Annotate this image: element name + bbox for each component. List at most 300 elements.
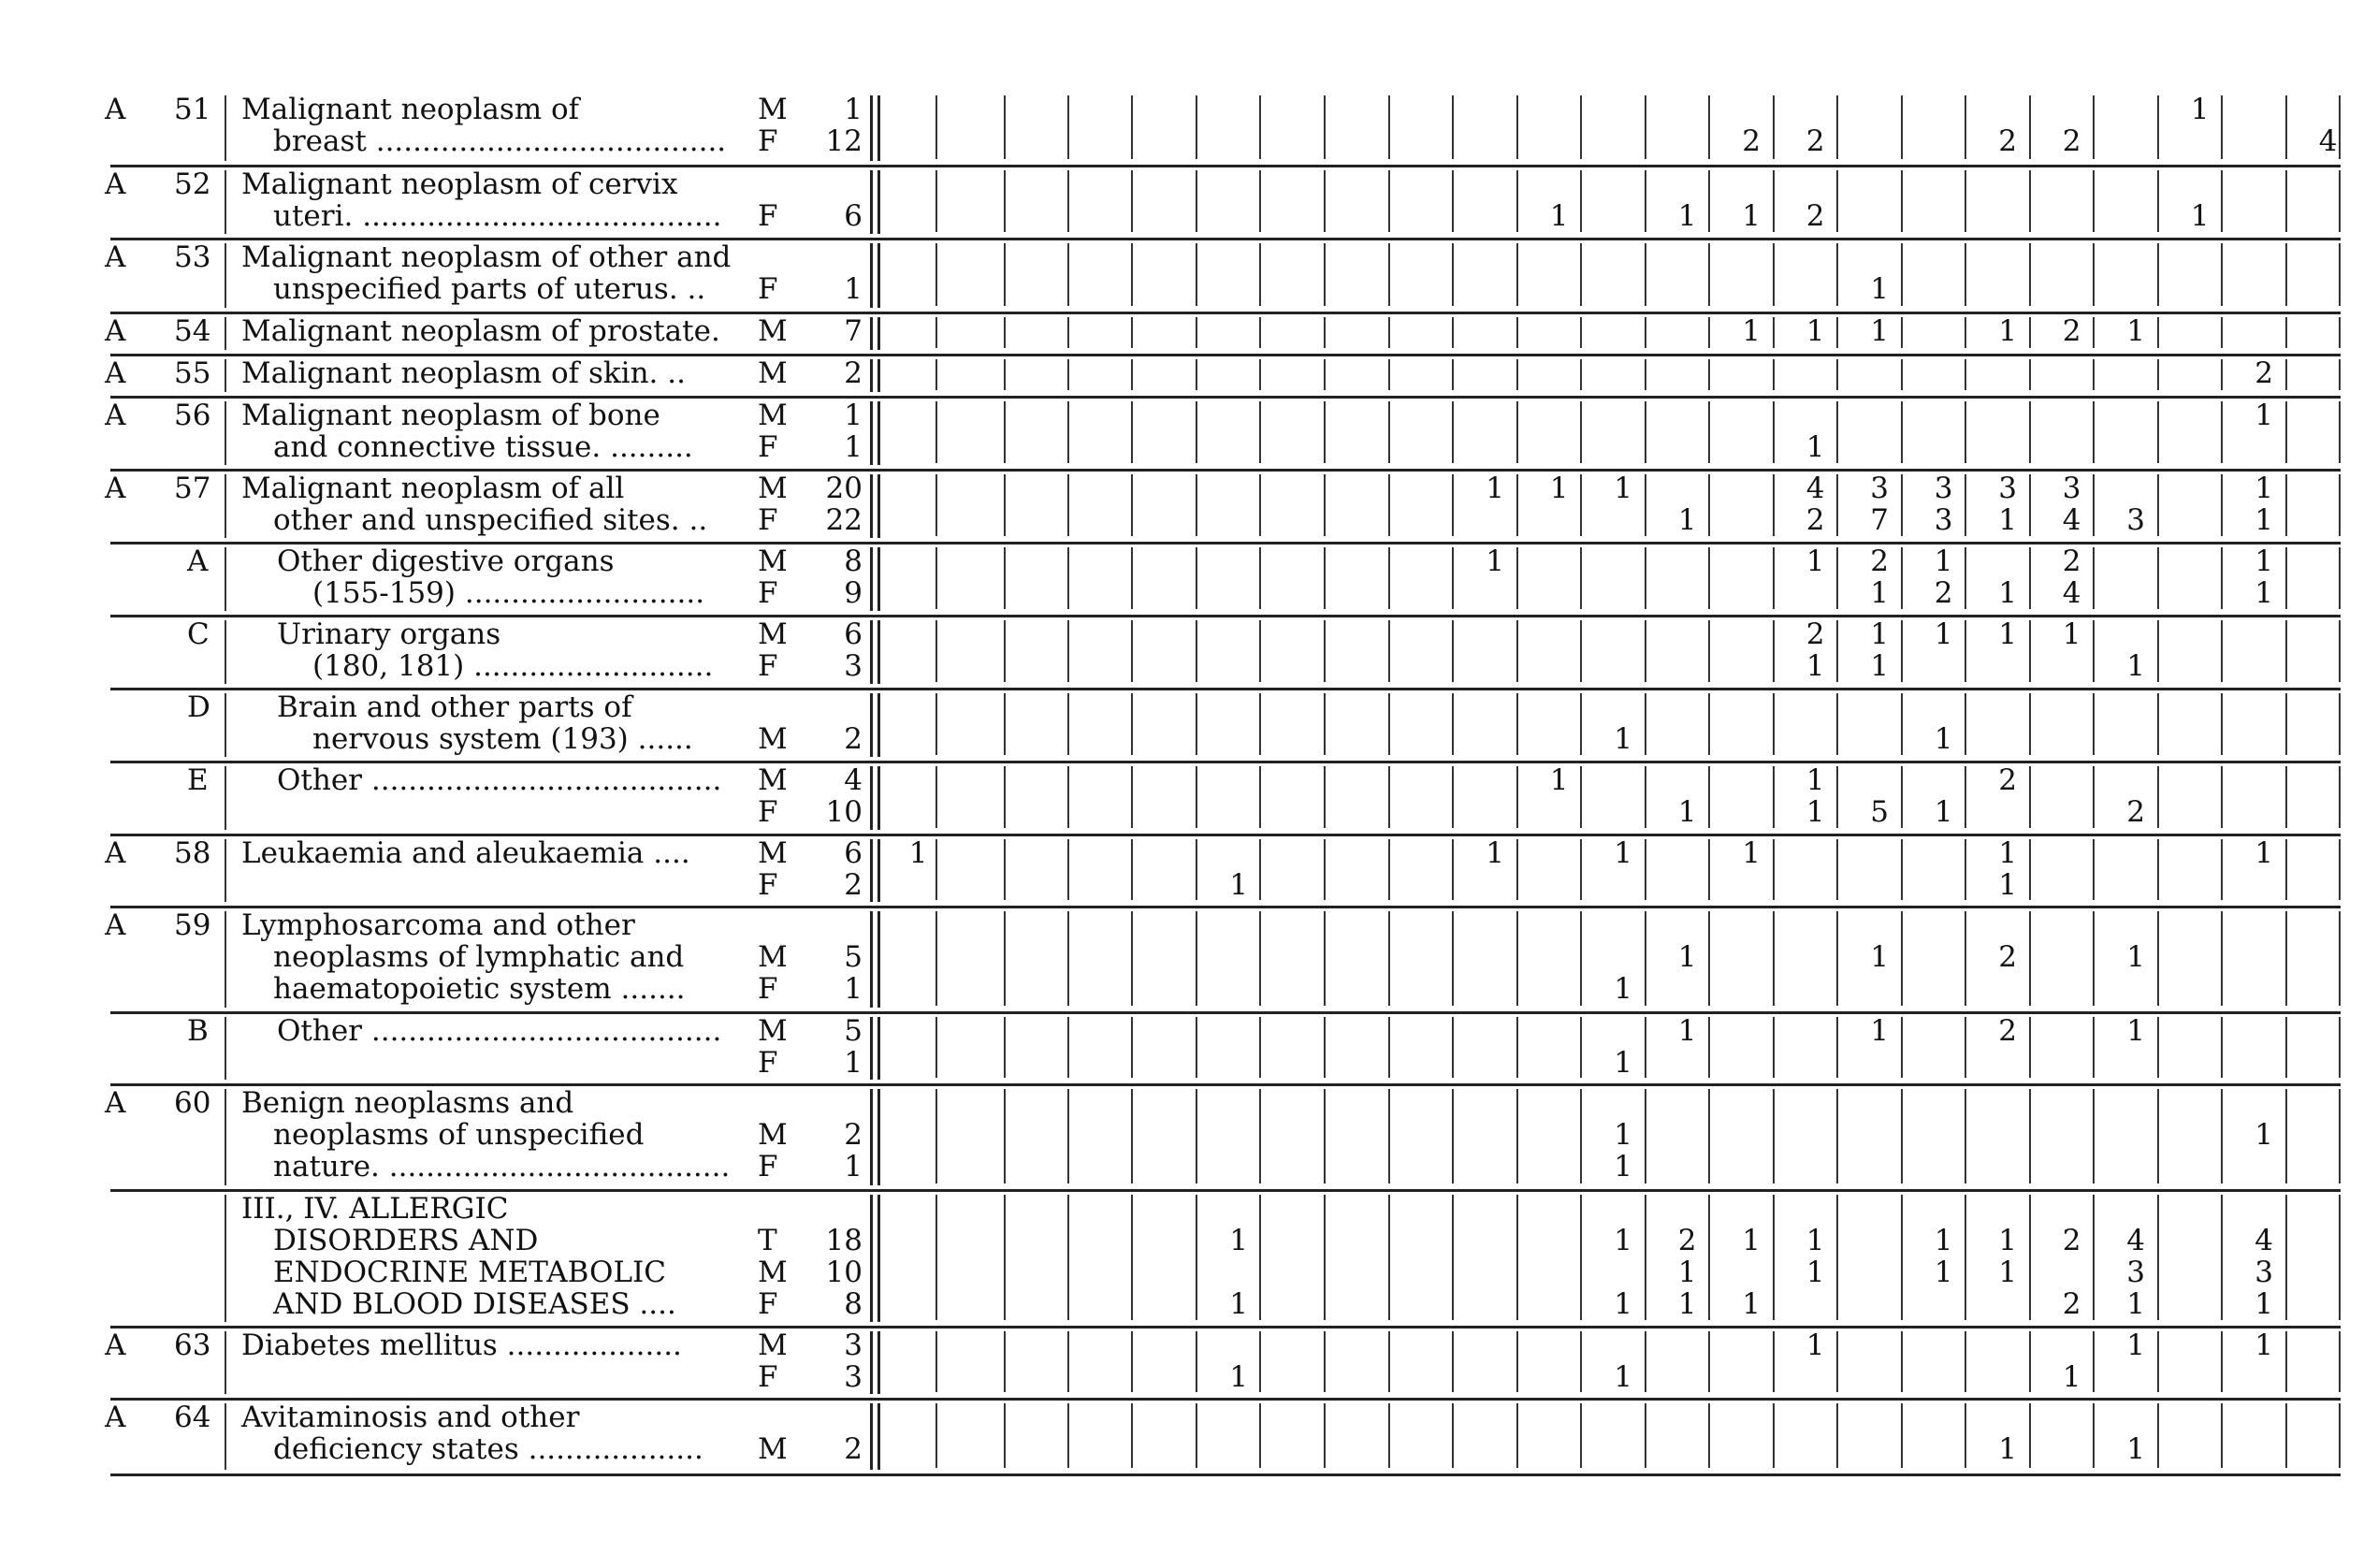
column-divider (1965, 317, 1966, 348)
totals-divider (877, 1195, 880, 1322)
cause-description: Other digestive organs (277, 544, 615, 578)
age-group-count: 2 (2062, 314, 2081, 348)
column-divider (1259, 170, 1261, 232)
column-divider (1004, 911, 1006, 1006)
total-count: 1 (844, 93, 863, 126)
column-divider (1965, 547, 1966, 609)
column-divider (1131, 1089, 1133, 1183)
column-divider (1901, 693, 1903, 755)
column-divider (1196, 474, 1197, 536)
column-divider (1324, 95, 1326, 159)
column-divider (1773, 401, 1775, 463)
column-divider (1388, 620, 1390, 682)
column-divider (1773, 474, 1775, 536)
column-divider (2221, 95, 2223, 159)
column-divider (1388, 1403, 1390, 1468)
column-divider (1773, 243, 1775, 306)
cause-description: uteri. ....................................... (273, 199, 722, 233)
sex-label: T (758, 1224, 777, 1257)
column-divider (1580, 474, 1582, 536)
column-divider (1836, 401, 1838, 463)
column-divider (2029, 401, 2031, 463)
column-divider (2157, 359, 2159, 390)
total-count: 22 (825, 503, 863, 537)
column-divider (1516, 1089, 1518, 1183)
totals-divider (877, 547, 880, 611)
column-divider (1645, 243, 1646, 306)
age-group-count: 2 (1998, 1014, 2017, 1048)
age-group-count: 1 (2255, 544, 2273, 578)
age-group-count: 1 (1742, 1287, 1761, 1321)
column-divider (1131, 317, 1133, 348)
age-group-count: 1 (1934, 1224, 1953, 1257)
column-divider (1901, 1331, 1903, 1392)
age-group-count: 3 (1870, 472, 1889, 505)
column-divider (1131, 1403, 1133, 1468)
totals-divider (877, 1017, 880, 1080)
age-group-count: 1 (1549, 763, 1569, 797)
column-divider (935, 693, 937, 755)
column-divider (2339, 95, 2341, 159)
column-divider (1196, 911, 1197, 1006)
description-divider (225, 911, 226, 1008)
age-group-count: 1 (1549, 472, 1569, 505)
column-divider (1324, 243, 1326, 306)
sex-label: F (758, 972, 778, 1006)
age-group-count: 1 (2255, 836, 2273, 870)
column-divider (1259, 1195, 1261, 1320)
column-divider (1324, 359, 1326, 390)
column-divider (1131, 1017, 1133, 1078)
cause-description: Malignant neoplasm of (241, 93, 580, 126)
age-group-count: 1 (2255, 576, 2273, 610)
age-group-count: 1 (2190, 93, 2210, 126)
age-group-count: 1 (1998, 1256, 2017, 1289)
column-divider (2093, 170, 2095, 232)
column-divider (2029, 359, 2031, 390)
column-divider (1580, 839, 1582, 900)
column-divider (1388, 911, 1390, 1006)
column-divider (1901, 766, 1903, 828)
column-divider (1196, 401, 1197, 463)
description-divider (225, 359, 226, 392)
column-divider (1131, 620, 1133, 682)
totals-divider (870, 317, 873, 350)
column-divider (1965, 1195, 1966, 1320)
age-group-count: 2 (1805, 503, 1825, 537)
age-group-count: 2 (1998, 940, 2017, 974)
age-group-count: 1 (1742, 199, 1761, 233)
cause-description: neoplasms of lymphatic and (273, 940, 685, 974)
column-divider (1259, 401, 1261, 463)
age-group-count: 1 (2255, 1328, 2273, 1362)
row-number: 56 (174, 399, 211, 432)
column-divider (1131, 401, 1133, 463)
age-group-count: 3 (1934, 472, 1953, 505)
column-divider (935, 911, 937, 1006)
column-divider (2285, 359, 2287, 390)
column-divider (1708, 243, 1710, 306)
age-group-count: 2 (2255, 356, 2273, 390)
column-divider (1131, 243, 1133, 306)
age-group-count: 1 (1870, 314, 1889, 348)
column-divider (1004, 620, 1006, 682)
column-divider (1645, 1195, 1646, 1320)
age-group-count: 4 (1805, 472, 1825, 505)
cause-description: and connective tissue. ......... (273, 430, 693, 464)
column-divider (1452, 911, 1454, 1006)
totals-divider (870, 95, 873, 161)
column-divider (2221, 474, 2223, 536)
total-count: 1 (844, 1150, 863, 1183)
column-divider (1388, 317, 1390, 348)
column-divider (1708, 766, 1710, 828)
column-divider (1773, 839, 1775, 900)
column-divider (1131, 693, 1133, 755)
column-divider (1580, 911, 1582, 1006)
age-group-count: 1 (1870, 649, 1889, 683)
column-divider (1901, 317, 1903, 348)
column-divider (1004, 317, 1006, 348)
age-group-count: 1 (1614, 1287, 1632, 1321)
column-divider (1708, 170, 1710, 232)
age-group-count: 1 (2062, 1360, 2081, 1394)
column-divider (1067, 620, 1069, 682)
column-divider (1836, 1017, 1838, 1078)
column-divider (1708, 1089, 1710, 1183)
column-divider (1067, 474, 1069, 536)
column-divider (1452, 95, 1454, 159)
column-divider (1516, 359, 1518, 390)
cause-description: Malignant neoplasm of other and (241, 240, 732, 274)
sex-label: F (758, 1046, 778, 1080)
column-divider (2339, 1089, 2341, 1183)
column-divider (1067, 693, 1069, 755)
column-divider (1067, 911, 1069, 1006)
sex-label: M (758, 93, 788, 126)
column-divider (1067, 1089, 1069, 1183)
description-divider (225, 1403, 226, 1470)
cause-description: Diabetes mellitus ................... (241, 1328, 682, 1362)
totals-divider (877, 243, 880, 308)
column-divider (1516, 620, 1518, 682)
column-divider (1708, 95, 1710, 159)
column-divider (2029, 911, 2031, 1006)
cause-description: Malignant neoplasm of bone (241, 399, 660, 432)
sex-label: F (758, 199, 778, 233)
total-count: 12 (825, 124, 863, 158)
column-divider (2339, 170, 2341, 232)
age-group-count: 1 (2126, 1328, 2145, 1362)
age-group-count: 1 (1870, 1014, 1889, 1048)
row-number: 59 (174, 908, 211, 942)
column-divider (1259, 911, 1261, 1006)
description-divider (225, 1331, 226, 1394)
age-group-count: 1 (1805, 544, 1825, 578)
column-divider (935, 839, 937, 900)
column-divider (2285, 1089, 2287, 1183)
sex-label: F (758, 503, 778, 537)
description-divider (225, 547, 226, 611)
column-divider (1645, 359, 1646, 390)
column-divider (2157, 474, 2159, 536)
column-divider (1324, 839, 1326, 900)
column-divider (1965, 1331, 1966, 1392)
column-divider (1131, 911, 1133, 1006)
totals-divider (877, 317, 880, 350)
totals-divider (870, 766, 873, 830)
column-divider (1131, 95, 1133, 159)
age-group-count: 5 (1870, 795, 1889, 829)
column-divider (2221, 693, 2223, 755)
column-divider (2029, 1403, 2031, 1468)
column-divider (1388, 1331, 1390, 1392)
column-divider (1836, 359, 1838, 390)
row-code: E (187, 763, 209, 797)
column-divider (2221, 170, 2223, 232)
age-group-count: 1 (1998, 576, 2017, 610)
age-group-count: 3 (1934, 503, 1953, 537)
column-divider (1836, 474, 1838, 536)
column-divider (1516, 317, 1518, 348)
column-divider (1645, 317, 1646, 348)
column-divider (2221, 1331, 2223, 1392)
column-divider (1708, 620, 1710, 682)
column-divider (1516, 693, 1518, 755)
column-divider (1259, 620, 1261, 682)
totals-divider (870, 1017, 873, 1080)
total-count: 6 (844, 199, 863, 233)
column-divider (2157, 1331, 2159, 1392)
age-group-count: 1 (1486, 544, 1504, 578)
column-divider (1259, 95, 1261, 159)
age-group-count: 3 (2255, 1256, 2273, 1289)
total-count: 10 (825, 795, 863, 829)
cause-description: Lymphosarcoma and other (241, 908, 635, 942)
column-divider (1259, 693, 1261, 755)
age-group-count: 1 (2126, 1014, 2145, 1048)
column-divider (2157, 317, 2159, 348)
totals-divider (877, 359, 880, 392)
column-divider (2221, 547, 2223, 609)
age-group-count: 1 (2062, 617, 2081, 651)
row-code: A (105, 356, 126, 390)
cause-description: Other ...................................... (277, 763, 722, 797)
column-divider (1836, 317, 1838, 348)
cause-description: Other ...................................... (277, 1014, 722, 1048)
column-divider (1965, 1089, 1966, 1183)
cause-description: DISORDERS AND (273, 1224, 539, 1257)
column-divider (1004, 693, 1006, 755)
age-group-count: 1 (2255, 399, 2273, 432)
sex-label: M (758, 722, 788, 756)
column-divider (1388, 1089, 1390, 1183)
column-divider (1580, 1195, 1582, 1320)
sex-label: M (758, 399, 788, 432)
age-group-count: 4 (2126, 1224, 2145, 1257)
totals-divider (870, 170, 873, 234)
column-divider (1645, 911, 1646, 1006)
column-divider (1324, 1089, 1326, 1183)
column-divider (2339, 317, 2341, 348)
row-code: A (105, 472, 126, 505)
totals-divider (877, 170, 880, 234)
column-divider (2029, 620, 2031, 682)
age-group-count: 2 (1998, 124, 2017, 158)
column-divider (2093, 474, 2095, 536)
sex-label: F (758, 868, 778, 902)
column-divider (2157, 1089, 2159, 1183)
column-divider (2221, 620, 2223, 682)
column-divider (2157, 1017, 2159, 1078)
sex-label: F (758, 430, 778, 464)
cause-description: Urinary organs (277, 617, 501, 651)
column-divider (1645, 474, 1646, 536)
column-divider (1388, 401, 1390, 463)
column-divider (2157, 766, 2159, 828)
column-divider (1836, 547, 1838, 609)
sex-label: F (758, 1287, 778, 1321)
column-divider (1836, 1195, 1838, 1320)
column-divider (1580, 1403, 1582, 1468)
age-group-count: 1 (1998, 1224, 2017, 1257)
column-divider (1645, 1089, 1646, 1183)
column-divider (1645, 839, 1646, 900)
row-number: 58 (174, 836, 211, 870)
sex-label: M (758, 617, 788, 651)
age-group-count: 4 (2318, 124, 2338, 158)
total-count: 6 (844, 617, 863, 651)
row-code: A (105, 93, 126, 126)
column-divider (1516, 401, 1518, 463)
column-divider (1067, 839, 1069, 900)
total-count: 2 (844, 722, 863, 756)
age-group-count: 1 (1870, 617, 1889, 651)
column-divider (1004, 1331, 1006, 1392)
column-divider (1773, 359, 1775, 390)
column-divider (2221, 911, 2223, 1006)
description-divider (225, 474, 226, 538)
cause-description: ENDOCRINE METABOLIC (273, 1256, 666, 1289)
row-number: 57 (174, 472, 211, 505)
column-divider (2157, 911, 2159, 1006)
column-divider (2285, 401, 2287, 463)
age-group-count: 1 (1870, 272, 1889, 306)
column-divider (1324, 1403, 1326, 1468)
column-divider (1067, 95, 1069, 159)
column-divider (1067, 401, 1069, 463)
column-divider (1516, 1331, 1518, 1392)
column-divider (935, 243, 937, 306)
column-divider (2029, 1195, 2031, 1320)
column-divider (2157, 620, 2159, 682)
column-divider (1324, 317, 1326, 348)
column-divider (1324, 620, 1326, 682)
column-divider (2285, 911, 2287, 1006)
age-group-count: 1 (1870, 940, 1889, 974)
age-group-count: 1 (1934, 617, 1953, 651)
column-divider (1259, 1017, 1261, 1078)
column-divider (1965, 620, 1966, 682)
column-divider (1324, 170, 1326, 232)
row-code: D (187, 690, 210, 724)
description-divider (225, 1017, 226, 1080)
column-divider (1324, 1017, 1326, 1078)
column-divider (1708, 1017, 1710, 1078)
column-divider (1388, 359, 1390, 390)
age-group-count: 1 (1677, 1014, 1697, 1048)
column-divider (1067, 170, 1069, 232)
column-divider (1196, 170, 1197, 232)
column-divider (1196, 1089, 1197, 1183)
column-divider (1580, 547, 1582, 609)
row-code: B (187, 1014, 209, 1048)
column-divider (2285, 620, 2287, 682)
column-divider (1836, 170, 1838, 232)
column-divider (2339, 1195, 2341, 1320)
column-divider (1773, 693, 1775, 755)
column-divider (2029, 170, 2031, 232)
cause-description: Malignant neoplasm of skin. .. (241, 356, 686, 390)
age-group-count: 1 (1614, 1224, 1632, 1257)
column-divider (1901, 911, 1903, 1006)
age-group-count: 2 (2062, 1224, 2081, 1257)
description-divider (225, 401, 226, 465)
column-divider (2339, 911, 2341, 1006)
column-divider (2029, 1017, 2031, 1078)
age-group-count: 1 (1677, 503, 1697, 537)
column-divider (1004, 95, 1006, 159)
sex-label: M (758, 1014, 788, 1048)
sex-label: M (758, 544, 788, 578)
age-group-count: 1 (1229, 1224, 1248, 1257)
sex-label: F (758, 649, 778, 683)
column-divider (1324, 547, 1326, 609)
column-divider (1004, 401, 1006, 463)
totals-divider (870, 1089, 873, 1185)
column-divider (935, 1331, 937, 1392)
column-divider (1324, 766, 1326, 828)
age-group-count: 1 (2255, 1118, 2273, 1152)
column-divider (1708, 839, 1710, 900)
age-group-count: 1 (1998, 1432, 2017, 1466)
column-divider (2157, 547, 2159, 609)
age-group-count: 1 (1742, 314, 1761, 348)
column-divider (2029, 317, 2031, 348)
totals-divider (870, 359, 873, 392)
column-divider (1196, 766, 1197, 828)
column-divider (1004, 839, 1006, 900)
totals-divider (877, 766, 880, 830)
cause-description: unspecified parts of uterus. .. (273, 272, 706, 306)
column-divider (1836, 243, 1838, 306)
total-count: 9 (844, 576, 863, 610)
column-divider (2157, 1195, 2159, 1320)
totals-divider (870, 547, 873, 611)
cause-description: breast ...................................... (273, 124, 727, 158)
column-divider (2093, 1195, 2095, 1320)
column-divider (1259, 1089, 1261, 1183)
column-divider (2093, 693, 2095, 755)
column-divider (935, 1089, 937, 1183)
column-divider (2029, 474, 2031, 536)
column-divider (1196, 839, 1197, 900)
column-divider (2285, 839, 2287, 900)
age-group-count: 1 (2255, 1287, 2273, 1321)
column-divider (935, 317, 937, 348)
column-divider (2221, 766, 2223, 828)
column-divider (1965, 693, 1966, 755)
